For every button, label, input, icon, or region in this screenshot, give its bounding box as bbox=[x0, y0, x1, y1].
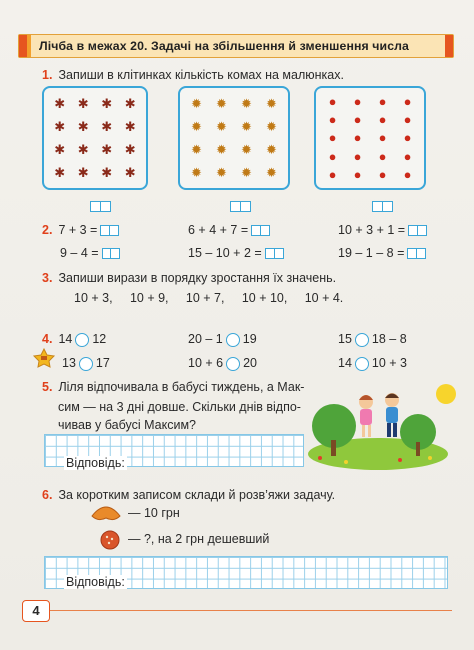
task1-text: Запиши в клітинках кількість комах на малюнках. bbox=[58, 68, 344, 82]
task2-row2-col1 bbox=[60, 246, 119, 260]
bee-icon: ✹ bbox=[241, 165, 252, 180]
ladybug-icon: ● bbox=[353, 93, 362, 109]
ladybug-icon: ● bbox=[403, 93, 412, 109]
ants-answer-cells[interactable] bbox=[90, 201, 110, 212]
task2-expr: 7 + 3 = bbox=[58, 223, 98, 237]
compare-sign-circle[interactable] bbox=[79, 357, 93, 371]
header-endcap bbox=[445, 35, 453, 57]
task3-text: Запиши вирази в порядку зростання їх значень. bbox=[58, 271, 337, 285]
task5-answer-label: Відповідь: bbox=[66, 456, 125, 470]
header-accent bbox=[19, 35, 27, 57]
bee-icon: ✹ bbox=[241, 142, 252, 157]
task4-row1-a bbox=[42, 332, 106, 347]
ladybug-icon: ● bbox=[378, 130, 387, 146]
bee-icon: ✹ bbox=[191, 142, 202, 157]
ladybug-icon: ● bbox=[403, 167, 412, 183]
task4-row1-c bbox=[338, 332, 407, 347]
page-number: 4 bbox=[22, 600, 50, 622]
ladybug-icon: ● bbox=[328, 130, 337, 146]
compare-left: 10 + 6 bbox=[188, 356, 224, 370]
bee-icon: ✹ bbox=[191, 165, 202, 180]
task4-row2-b bbox=[188, 356, 257, 371]
ladybug-icon: ● bbox=[353, 167, 362, 183]
task6-answer-label: Відповідь: bbox=[66, 575, 125, 589]
ladybug-icon: ● bbox=[403, 130, 412, 146]
compare-right: 12 bbox=[92, 332, 107, 346]
bee-icon: ✹ bbox=[241, 96, 252, 111]
task6-number: 6. bbox=[42, 488, 53, 502]
ant-icon: ✱ bbox=[77, 119, 89, 134]
bee-icon: ✹ bbox=[216, 119, 227, 134]
task2-expr: 19 – 1 – 8 = bbox=[338, 246, 405, 260]
task2-expr: 6 + 4 + 7 = bbox=[188, 223, 249, 237]
ladybug-icon: ● bbox=[378, 93, 387, 109]
task6-croissant-price: — 10 грн bbox=[128, 506, 180, 520]
ant-icon: ✱ bbox=[124, 165, 136, 180]
ants-picture bbox=[42, 86, 148, 190]
bee-icon: ✹ bbox=[266, 142, 277, 157]
ladybug-icon: ● bbox=[378, 167, 387, 183]
bee-icon: ✹ bbox=[216, 142, 227, 157]
task3-line bbox=[42, 271, 336, 285]
ant-icon: ✱ bbox=[101, 165, 113, 180]
bees-answer-cells[interactable] bbox=[230, 201, 250, 212]
compare-sign-circle[interactable] bbox=[75, 333, 89, 347]
ant-icon: ✱ bbox=[124, 96, 136, 111]
task1-number: 1. bbox=[42, 68, 53, 82]
task2-row1-col3 bbox=[338, 223, 426, 237]
task2-number: 2. bbox=[42, 223, 53, 237]
compare-sign-circle[interactable] bbox=[226, 333, 240, 347]
compare-right: 10 + 3 bbox=[371, 356, 408, 370]
task4-row2-a bbox=[62, 356, 110, 371]
ant-icon: ✱ bbox=[77, 96, 89, 111]
ladybug-icon: ● bbox=[353, 148, 362, 164]
task6-bun-price: — ?, на 2 грн дешевший bbox=[128, 532, 270, 546]
ladybug-icon: ● bbox=[328, 93, 337, 109]
task5-line2: сим — на 3 дні довше. Скільки днів відпо- bbox=[58, 400, 301, 414]
task6-text: За коротким записом склади й розв’яжи задачу. bbox=[58, 488, 336, 502]
children-illustration bbox=[300, 380, 460, 470]
task2-expr: 9 – 4 = bbox=[60, 246, 99, 260]
star-badge-icon bbox=[32, 348, 56, 368]
compare-sign-circle[interactable] bbox=[355, 357, 369, 371]
ladybug-icon: ● bbox=[378, 112, 387, 128]
section-header bbox=[18, 34, 454, 58]
task5-line1 bbox=[42, 380, 304, 394]
croissant-icon bbox=[90, 502, 122, 524]
ladybug-icon: ● bbox=[328, 167, 337, 183]
task1-line bbox=[42, 68, 344, 82]
ant-icon: ✱ bbox=[54, 142, 66, 157]
ant-icon: ✱ bbox=[101, 142, 113, 157]
ladybug-icon: ● bbox=[328, 148, 337, 164]
ladybug-icon: ● bbox=[403, 112, 412, 128]
ladybugs-picture bbox=[314, 86, 426, 190]
task5-number: 5. bbox=[42, 380, 53, 394]
ant-icon: ✱ bbox=[77, 165, 89, 180]
answer-cells[interactable] bbox=[251, 225, 269, 236]
compare-left: 14 bbox=[58, 332, 73, 346]
bee-icon: ✹ bbox=[191, 96, 202, 111]
compare-left: 15 bbox=[338, 332, 352, 346]
bee-icon: ✹ bbox=[266, 165, 277, 180]
ladybug-icon: ● bbox=[328, 112, 337, 128]
bee-icon: ✹ bbox=[216, 165, 227, 180]
answer-cells[interactable] bbox=[100, 225, 118, 236]
compare-right: 17 bbox=[95, 356, 110, 370]
answer-cells[interactable] bbox=[408, 225, 426, 236]
ladybug-icon: ● bbox=[403, 148, 412, 164]
compare-right: 19 bbox=[242, 332, 257, 346]
ant-icon: ✱ bbox=[54, 119, 66, 134]
ant-icon: ✱ bbox=[54, 96, 66, 111]
bun-icon bbox=[98, 528, 122, 550]
compare-right: 18 – 8 bbox=[371, 332, 407, 346]
compare-left: 20 – 1 bbox=[188, 332, 223, 346]
ant-icon: ✱ bbox=[101, 119, 113, 134]
section-title: Лічба в межах 20. Задачі на збільшення й зменшення числа bbox=[39, 39, 409, 53]
answer-cells[interactable] bbox=[407, 248, 425, 259]
ladybug-icon: ● bbox=[353, 130, 362, 146]
compare-left: 14 bbox=[338, 356, 352, 370]
task3-number: 3. bbox=[42, 271, 53, 285]
answer-cells[interactable] bbox=[102, 248, 120, 259]
ant-icon: ✱ bbox=[124, 142, 136, 157]
compare-right: 20 bbox=[243, 356, 258, 370]
compare-sign-circle[interactable] bbox=[355, 333, 369, 347]
bees-picture bbox=[178, 86, 290, 190]
bee-icon: ✹ bbox=[191, 119, 202, 134]
task2-row1-col1 bbox=[42, 223, 118, 237]
task2-expr: 10 + 3 + 1 = bbox=[338, 223, 406, 237]
ladybug-icon: ● bbox=[353, 112, 362, 128]
compare-sign-circle[interactable] bbox=[226, 357, 240, 371]
header-accent-stripe bbox=[27, 35, 31, 57]
ant-icon: ✱ bbox=[77, 142, 89, 157]
ant-icon: ✱ bbox=[54, 165, 66, 180]
task2-row2-col3 bbox=[338, 246, 425, 260]
task3-expressions: 10 + 3, 10 + 9, 10 + 7, 10 + 10, 10 + 4. bbox=[74, 291, 344, 305]
task2-row1-col2 bbox=[188, 223, 269, 237]
sun-icon bbox=[436, 384, 456, 404]
bee-icon: ✹ bbox=[216, 96, 227, 111]
task2-row2-col2 bbox=[188, 246, 282, 260]
ladybugs-answer-cells[interactable] bbox=[372, 201, 392, 212]
task4-row2-c bbox=[338, 356, 407, 371]
bee-icon: ✹ bbox=[266, 96, 277, 111]
task5-text: Ліля відпочивала в бабусі тиждень, а Мак- bbox=[58, 380, 305, 394]
ant-icon: ✱ bbox=[101, 96, 113, 111]
task2-expr: 15 – 10 + 2 = bbox=[188, 246, 262, 260]
footer-line bbox=[22, 610, 452, 611]
bee-icon: ✹ bbox=[241, 119, 252, 134]
task5-line3: чивав у бабусі Максим? bbox=[58, 418, 196, 432]
bee-icon: ✹ bbox=[266, 119, 277, 134]
task6-line bbox=[42, 488, 335, 502]
answer-cells[interactable] bbox=[265, 248, 283, 259]
ladybug-icon: ● bbox=[378, 148, 387, 164]
task4-row1-b bbox=[188, 332, 257, 347]
task4-number: 4. bbox=[42, 332, 53, 346]
compare-left: 13 bbox=[62, 356, 76, 370]
ant-icon: ✱ bbox=[124, 119, 136, 134]
